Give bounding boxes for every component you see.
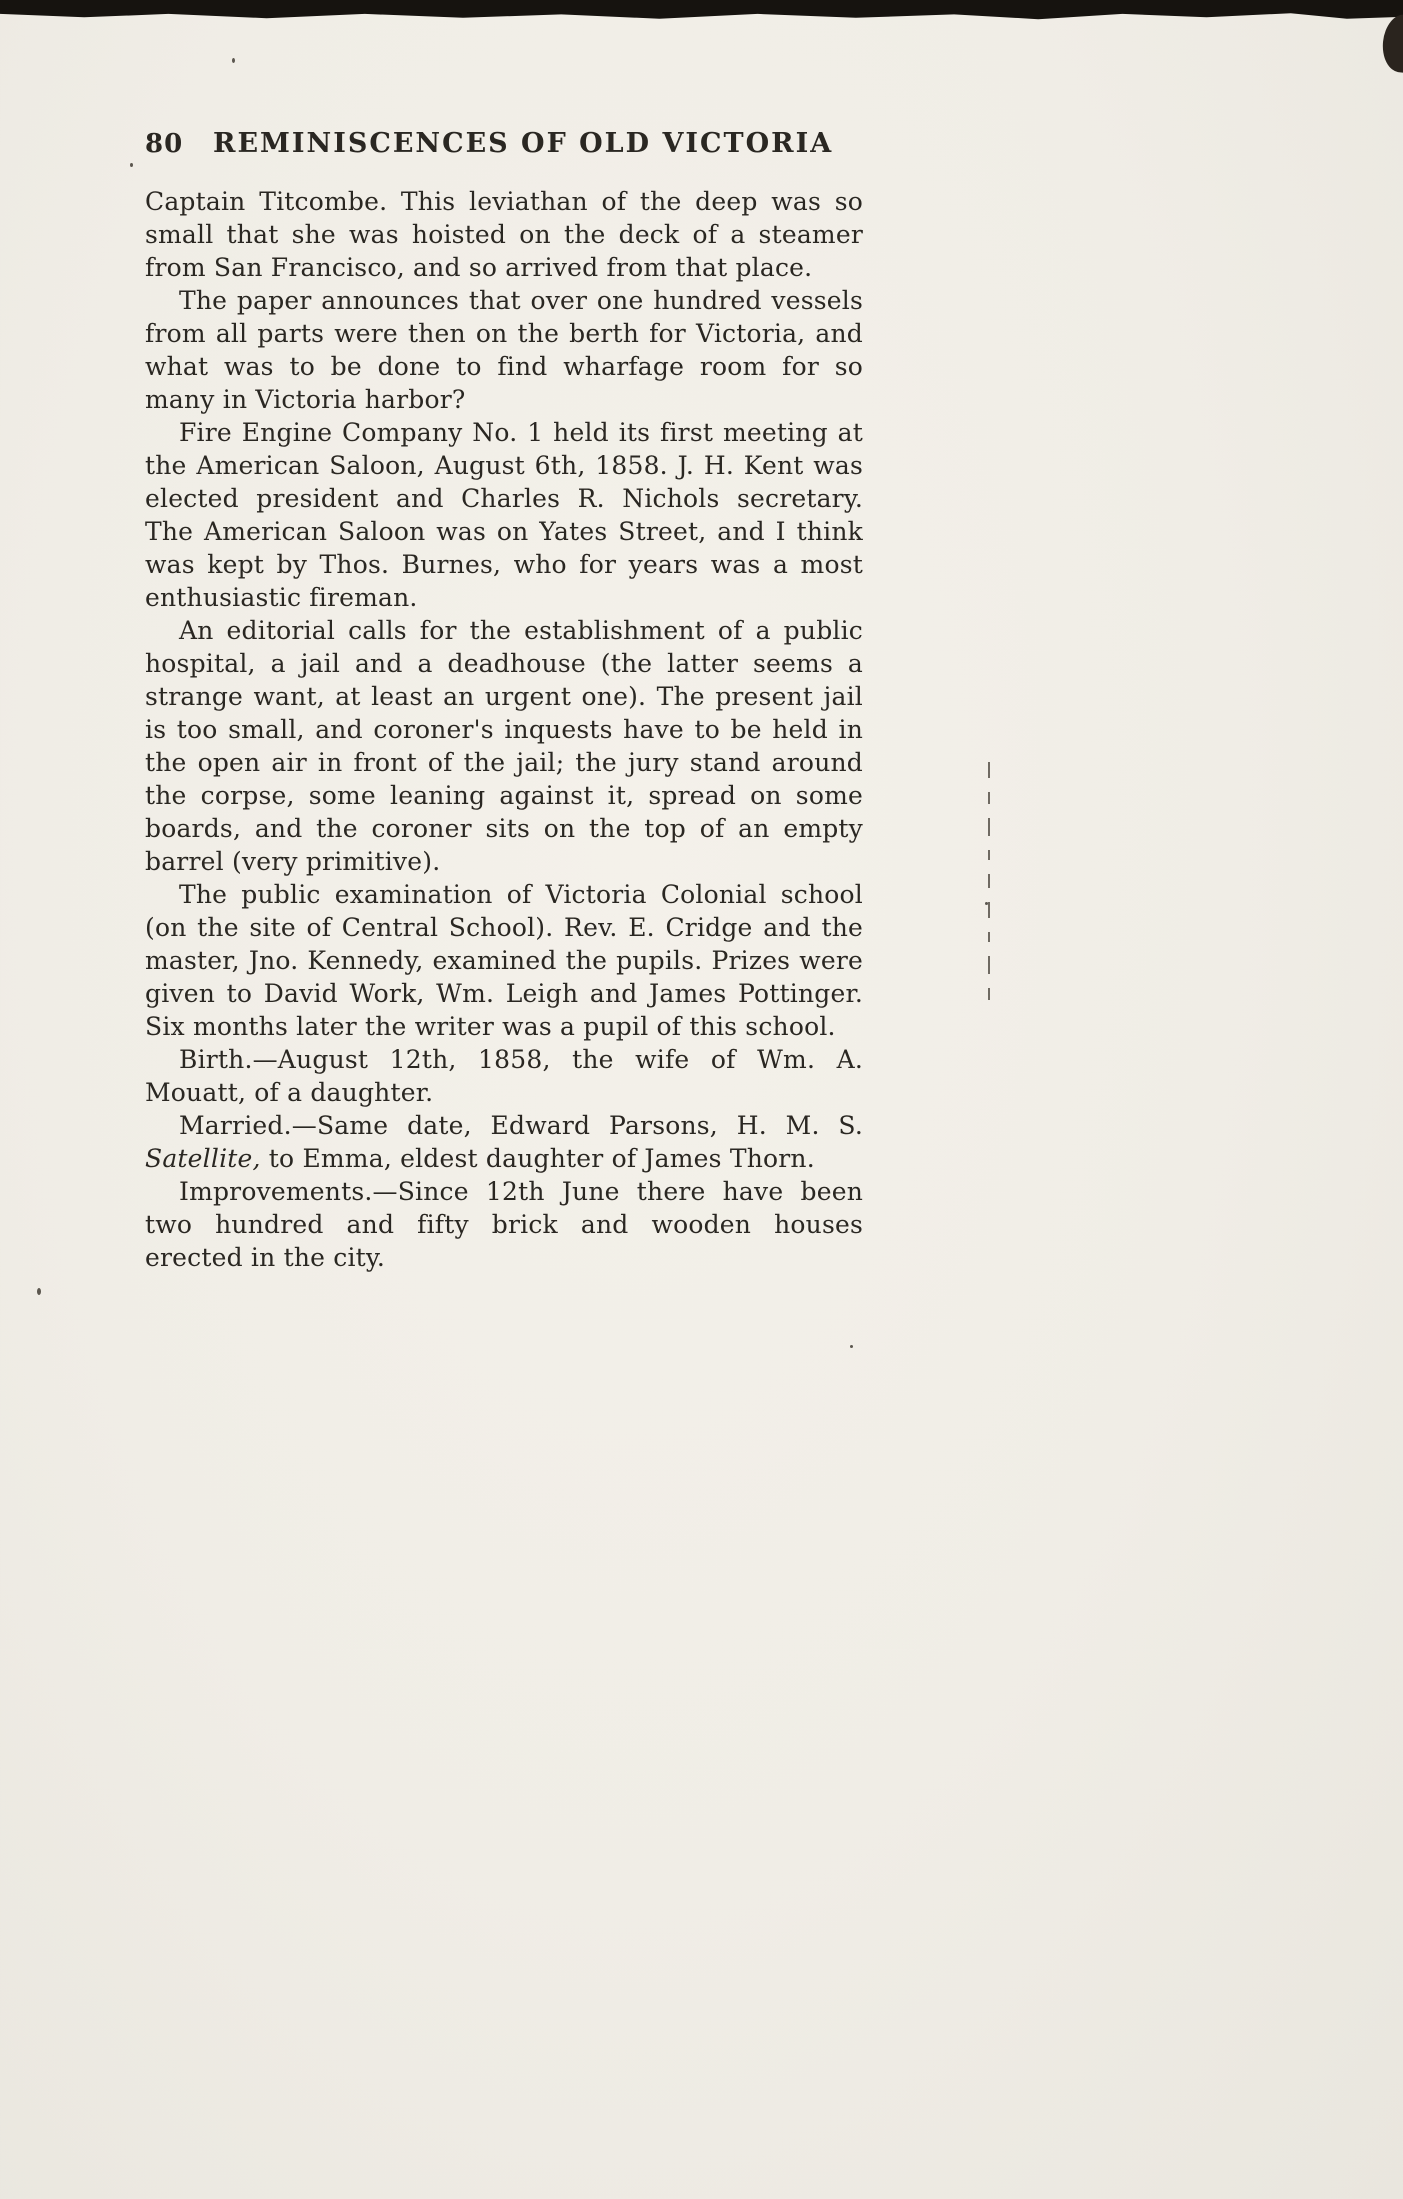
scan-artifact-dash	[988, 850, 990, 860]
scan-artifact-speck	[130, 163, 133, 167]
paragraph	[145, 1175, 863, 1274]
body-text: Captain Titcombe. This leviathan of the deep was so small that she was hoisted on the deck of a steamer from San Francisco, and so arrived from that place.	[145, 187, 863, 282]
page-number: 80	[145, 129, 184, 159]
paragraph	[145, 185, 863, 284]
paragraph	[145, 1043, 863, 1109]
scan-artifact-dash	[988, 956, 990, 974]
paragraph	[145, 614, 863, 878]
page-title: REMINISCENCES OF OLD VICTORIA	[213, 128, 834, 159]
scan-artifact-dash	[988, 818, 990, 836]
scan-artifact-dash	[988, 932, 990, 942]
text-block	[145, 128, 863, 1274]
scan-artifact-dash	[988, 874, 990, 888]
paragraph	[145, 1109, 863, 1175]
scan-artifact-dash	[988, 988, 990, 1000]
body-text: An editorial calls for the establishment of a public hospital, a jail and a deadhouse (the latter seems a strange want, at least an urgent one). The present jail is too small, and coroner's inquests have to be held in the open air in front of the jail; the jury stand around the corpse, some leaning against it, spread on some boards, and the coroner sits on the top of an empty barrel (very primitive).	[145, 616, 863, 876]
body-text: The paper announces that over one hundred vessels from all parts were then on the berth for Victoria, and what was to be done to find wharfage room for so many in Victoria harbor?	[145, 286, 863, 414]
body-text: Improvements.—Since 12th June there have been two hundred and fifty brick and wooden houses erected in the city.	[145, 1177, 863, 1272]
scan-artifact-speck	[37, 1288, 41, 1295]
body-text: to Emma, eldest daughter of James Thorn.	[260, 1144, 815, 1173]
italic-text: Satellite,	[145, 1144, 261, 1173]
paragraph	[145, 284, 863, 416]
scan-artifact-corner-mark	[1380, 13, 1403, 74]
scan-artifact-top-band	[0, 0, 1403, 24]
scan-artifact-dash	[988, 792, 990, 804]
page-header	[145, 128, 863, 159]
paragraphs-container	[145, 185, 863, 1274]
scan-artifact-speck	[232, 58, 235, 63]
body-text: The public examination of Victoria Colonial school (on the site of Central School). Rev. E. Cridge and the master, Jno. Kennedy, examined the pupils. Prizes were given to David Work, Wm. Leigh and James Pottinger. Six months later the writer was a pupil of this school.	[145, 880, 863, 1041]
body-text: Fire Engine Company No. 1 held its first meeting at the American Saloon, August 6th, 1858. J. H. Kent was elected president and Charles R. Nichols secretary. The American Saloon was on Yates Street, and I think was kept by Thos. Burnes, who for years was a most enthusiastic fireman.	[145, 418, 863, 612]
scan-artifact-dash	[988, 762, 990, 778]
paragraph	[145, 878, 863, 1043]
paragraph	[145, 416, 863, 614]
scan-artifact-dash	[988, 902, 990, 918]
scan-artifact-speck	[985, 902, 988, 905]
body-text: Birth.—August 12th, 1858, the wife of Wm. A. Mouatt, of a daughter.	[145, 1045, 863, 1107]
body-text: Married.—Same date, Edward Parsons, H. M. S.	[179, 1111, 863, 1140]
scan-artifact-margin-marks	[988, 762, 992, 1014]
scan-artifact-speck	[850, 1345, 853, 1348]
